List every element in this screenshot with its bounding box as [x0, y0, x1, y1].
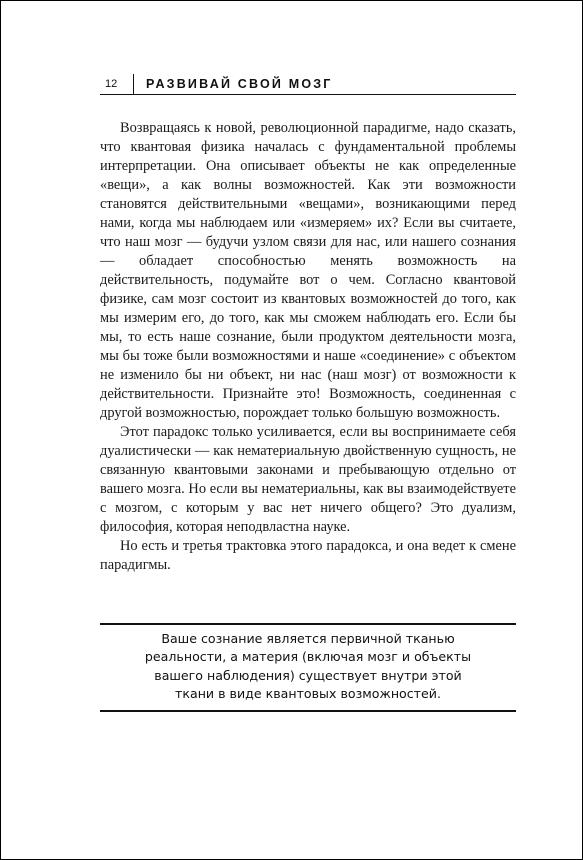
body-paragraph: Но есть и третья трактовка этого парадокса, и она ведет к смене парадигмы.	[100, 538, 516, 573]
pull-quote	[121, 630, 495, 704]
header-vertical-rule	[133, 74, 134, 94]
page-number: 12	[105, 78, 118, 90]
running-title: РАЗВИВАЙ СВОЙ МОЗГ	[146, 77, 333, 91]
pull-quote-line: Ваше сознание является первичной тканью	[161, 631, 455, 646]
body-paragraph: Возвращаясь к новой, революционной парадигме, надо сказать, что квантовая физика началась с фундаментальной проблемы интерпретации. Она описывает объекты не как определенные «вещи», а как волны возможностей. Как эти возможности становятся действительными «вещами», возникающими перед нами, когда мы наблюдаем или «измеряем» их? Если вы считаете, что наш мозг — будучи узлом связи для нас, или нашего сознания — обладает способностью менять возможность на действительность, подумайте вот о чем. Согласно квантовой физике, сам мозг состоит из квантовых возможностей до того, как мы измерим его, до того, как мы сможем наблюдать его. Если бы мы, то есть наше сознание, были продуктом деятельности мозга, мы бы тоже были возможностями и наше «соединение» с объектом не изменило бы ни объект, ни нас (наш мозг) от возможности к действительности. Признайте это! Возможность, соединенная с другой возможностью, порождает только большую возможность.	[100, 120, 516, 421]
pull-quote-top-rule	[100, 623, 516, 625]
header-horizontal-rule	[100, 94, 516, 95]
pull-quote-line: ткани в виде квантовых возможностей.	[175, 686, 441, 702]
pull-quote-bottom-rule	[100, 710, 516, 712]
pull-quote-line: вашего наблюдения) существует внутри этой	[154, 667, 462, 683]
running-head	[105, 74, 333, 94]
body-paragraph: Этот парадокс только усиливается, если вы воспринимаете себя дуалистически — как нематериальную двойственную сущность, не связанную квантовыми законами и пребывающую отдельно от вашего мозга. Но если вы нематериальны, как вы взаимодействуете с мозгом, с которым у вас нет ничего общего? Это дуализм, философия, которая неподвластна науке.	[100, 424, 516, 535]
pull-quote-line: реальности, а материя (включая мозг и объекты	[144, 649, 472, 665]
body-text	[100, 119, 516, 575]
